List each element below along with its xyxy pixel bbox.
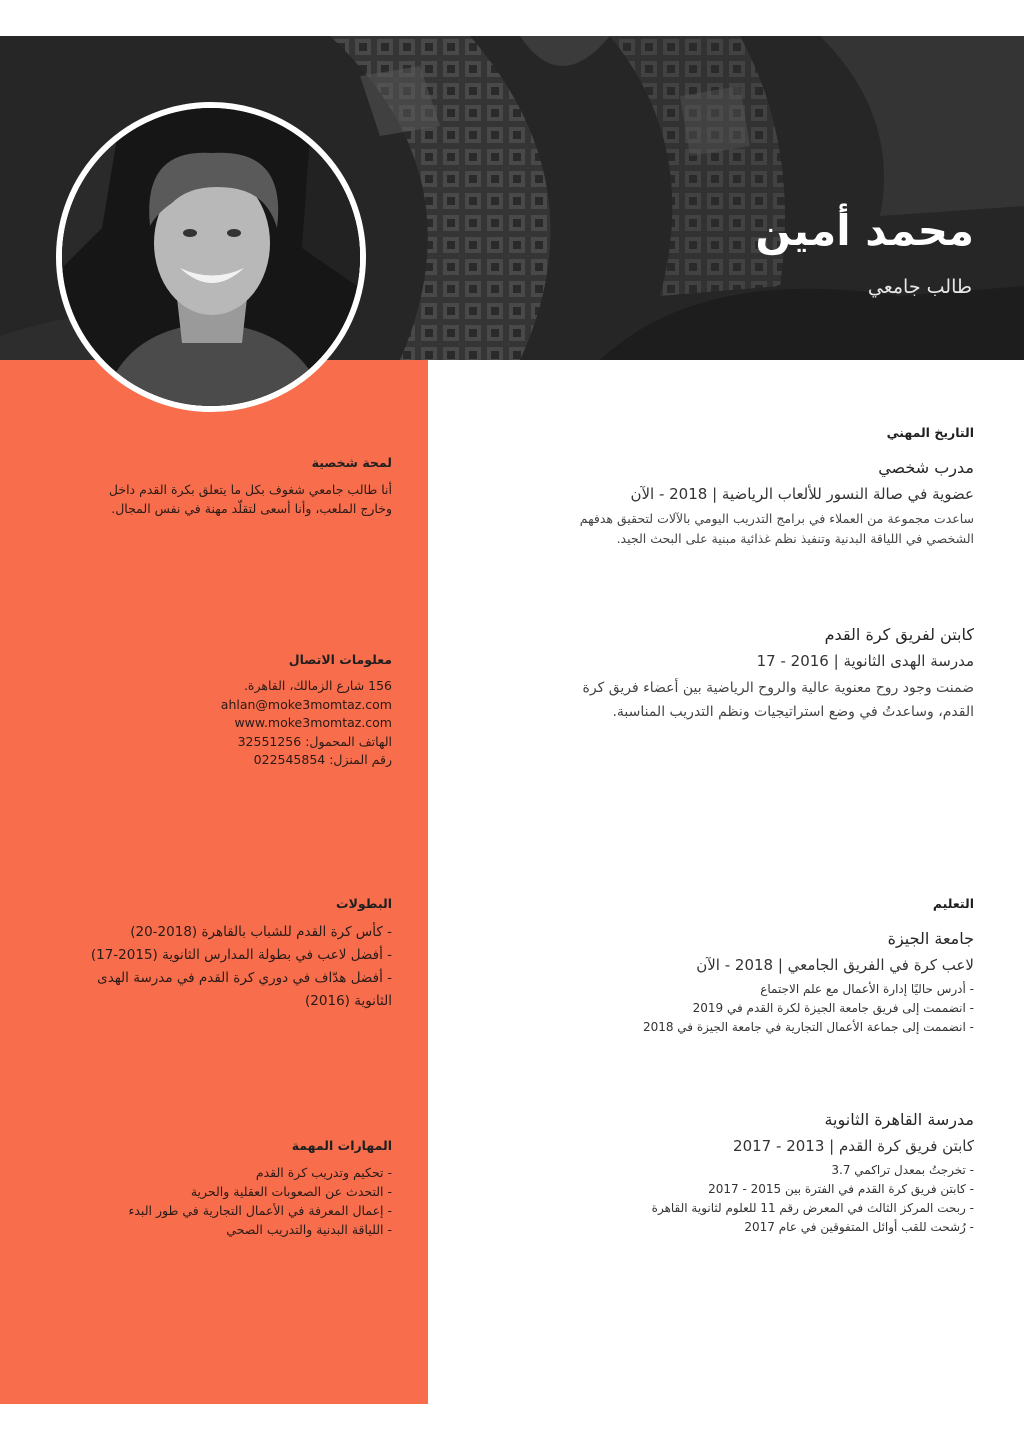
list-item: - انضممت إلى فريق جامعة الجيزة لكرة القدم في 2019 [692, 1001, 974, 1015]
list-item: الثانوية (2016) [305, 993, 392, 1009]
person-avatar-icon [62, 108, 360, 406]
job-title: كابتن لفريق كرة القدم [824, 625, 974, 644]
list-item: - إعمال المعرفة في الأعمال التجارية في طور البدء [128, 1203, 392, 1218]
list-item: - تخرجتُ بمعدل تراكمي 3.7 [831, 1163, 974, 1177]
list-item: - أفضل لاعب في بطولة المدارس الثانوية (2015-17) [90, 947, 392, 963]
list-item: - كابتن فريق كرة القدم في الفترة بين 2015 - 2017 [708, 1182, 974, 1196]
contact-title: معلومات الاتصال [288, 652, 392, 667]
list-item: - ربحت المركز الثالث في المعرض رقم 11 للعلوم لثانوية القاهرة [651, 1201, 974, 1215]
education-section [534, 896, 974, 1037]
job-description-line: الشخصي في اللياقة البدنية وتنفيذ نظم غذائية مبنية على البحث الجيد. [616, 531, 974, 546]
contact-list [42, 677, 392, 770]
profile-line: وخارج الملعب، وأنا أسعى لتقلّد مهنة في نفس المجال. [111, 501, 392, 516]
education-title-item: مدرسة القاهرة الثانوية [824, 1110, 974, 1129]
job-subtitle: عضوية في صالة النسور للألعاب الرياضية | 2018 - الآن [630, 485, 974, 503]
championships-list [42, 921, 392, 1013]
education-title-item: جامعة الجيزة [887, 929, 974, 948]
profile-text [42, 480, 392, 518]
career-section [534, 425, 974, 549]
profile-line: أنا طالب جامعي شغوف بكل ما يتعلق بكرة القدم داخل [108, 482, 392, 497]
job-description-line: ضمنت وجود روح معنوية عالية والروح الرياضية بين أعضاء فريق كرة [582, 680, 974, 696]
education-entry [534, 929, 974, 1037]
list-item: - كأس كرة القدم للشباب بالقاهرة (2018-20) [130, 924, 392, 940]
contact-website[interactable]: www.moke3momtaz.com [234, 715, 392, 730]
contact-mobile: الهاتف المحمول: 32551256 [237, 733, 392, 749]
job-subtitle: مدرسة الهدى الثانوية | 2016 - 17 [756, 652, 974, 670]
job-description [534, 509, 974, 549]
job-title: مدرب شخصي [878, 458, 974, 477]
contact-home-phone: رقم المنزل: 022545854 [253, 752, 392, 767]
championships-title: البطولات [336, 896, 392, 911]
list-item: - أدرس حاليًا إدارة الأعمال مع علم الاجتماع [760, 982, 974, 996]
skills-list [42, 1163, 392, 1239]
candidate-name: محمد أمين [755, 206, 974, 255]
list-item: - تحكيم وتدريب كرة القدم [255, 1165, 392, 1180]
skills-title: المهارات المهمة [291, 1138, 392, 1153]
education-bullets [534, 1161, 974, 1237]
job-entry [534, 458, 974, 549]
list-item: - اللياقة البدنية والتدريب الصحي [226, 1222, 392, 1237]
skills-section [42, 1138, 392, 1239]
education-subtitle: لاعب كرة في الفريق الجامعي | 2018 - الآن [696, 956, 974, 974]
education-bullets [534, 980, 974, 1037]
list-item: - أفضل هدّاف في دوري كرة القدم في مدرسة الهدى [97, 970, 392, 986]
candidate-subtitle: طالب جامعي [867, 276, 972, 298]
education-subtitle: كابتن فريق كرة القدم | 2013 - 2017 [733, 1137, 974, 1155]
contact-address: 156 شارع الزمالك، القاهرة. [243, 678, 392, 693]
job-description [534, 676, 974, 724]
profile-photo [56, 102, 366, 412]
job-description-line: القدم، وساعدتُ في وضع استراتيجيات ونظم التدريب المناسبة. [612, 704, 974, 720]
contact-section [42, 652, 392, 770]
list-item: - رُشحت للقب أوائل المتفوقين في عام 2017 [744, 1220, 974, 1234]
profile-title: لمحة شخصية [311, 455, 392, 470]
contact-email[interactable]: ahlan@moke3momtaz.com [220, 696, 392, 712]
career-title: التاريخ المهني [886, 425, 974, 440]
job-description-line: ساعدت مجموعة من العملاء في برامج التدريب اليومي بالآلات لتحقيق هدفهم [579, 511, 974, 526]
championships-section [42, 896, 392, 1013]
education-entry [534, 1110, 974, 1237]
education-title: التعليم [932, 896, 974, 911]
profile-section [42, 455, 392, 518]
job-entry [534, 625, 974, 724]
list-item: - انضممت إلى جماعة الأعمال التجارية في جامعة الجيزة في 2018 [642, 1020, 974, 1034]
list-item: - التحدث عن الصعوبات العقلية والحرية [190, 1184, 392, 1199]
